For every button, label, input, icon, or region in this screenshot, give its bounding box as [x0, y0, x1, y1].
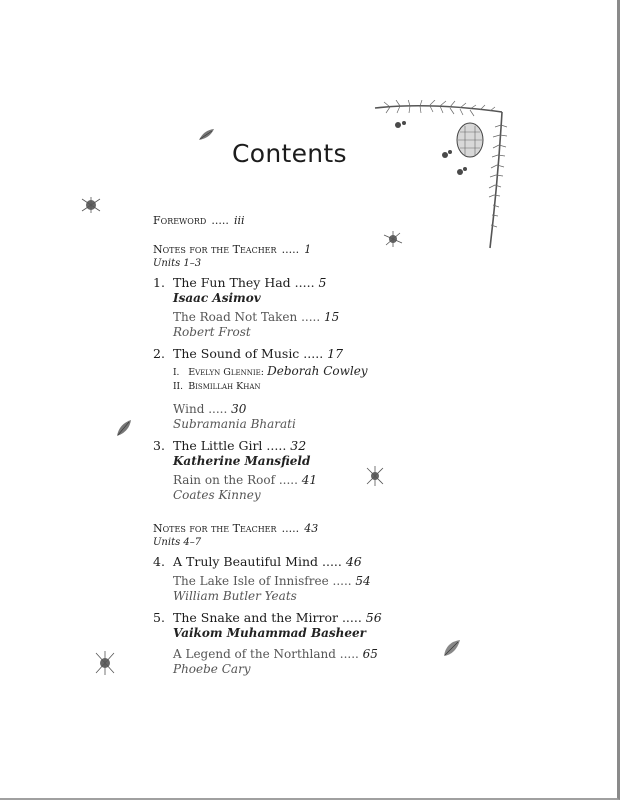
chapter-title: A Truly Beautiful Mind [173, 554, 319, 569]
page-number: 17 [327, 346, 344, 361]
page-number: 65 [362, 647, 378, 661]
page-number: 15 [323, 310, 340, 324]
page-number: 1 [304, 243, 312, 256]
page-number: 56 [365, 610, 382, 625]
dots: ..... [301, 310, 321, 324]
poem-title: The Road Not Taken [173, 310, 298, 324]
page-number: 5 [318, 275, 327, 290]
chapter-author: Isaac Asimov [173, 291, 261, 305]
dots: ..... [281, 243, 300, 256]
page-title: Contents [232, 139, 347, 168]
pine-branch-illustration [370, 100, 510, 250]
chapter-title: The Sound of Music [173, 346, 300, 361]
poem-title: Wind [173, 402, 205, 416]
toc-chapter-4[interactable] [153, 554, 362, 569]
page-number: 32 [290, 438, 307, 453]
page-number: 54 [355, 574, 371, 588]
toc-chapter-2[interactable] [153, 346, 343, 361]
dots: ..... [281, 522, 300, 535]
chapter-title: The Little Girl [173, 438, 263, 453]
dots: ..... [339, 647, 359, 661]
page-number: iii [233, 214, 245, 227]
chapter-number: 3. [153, 438, 165, 453]
chapter-number: 2. [153, 346, 165, 361]
toc-foreword[interactable] [153, 209, 245, 228]
dots: ..... [294, 275, 315, 290]
toc-subitem-1[interactable] [173, 364, 368, 378]
chapter-number: 5. [153, 610, 165, 625]
chapter-title: The Snake and the Mirror [173, 610, 338, 625]
page-number: 46 [345, 554, 362, 569]
leaf-decoration [115, 418, 133, 438]
leaf-decoration [94, 651, 116, 675]
leaf-decoration [365, 466, 385, 486]
toc-poem-1[interactable] [173, 310, 339, 339]
subitem-name: Evelyn Glennie: [188, 367, 264, 378]
dots: ..... [266, 438, 287, 453]
subitem-number: II. [173, 382, 183, 392]
toc-poem-5[interactable] [173, 647, 378, 676]
page-number: 43 [304, 522, 319, 535]
toc-subitem-2[interactable] [173, 381, 261, 392]
chapter-author: Vaikom Muhammad Basheer [173, 626, 366, 640]
units-label: Units 4–7 [153, 537, 202, 548]
chapter-number: 1. [153, 275, 165, 290]
toc-chapter-1[interactable] [153, 275, 326, 305]
units-label: Units 1–3 [153, 258, 202, 269]
dots: ..... [303, 346, 324, 361]
toc-poem-4[interactable] [173, 574, 371, 603]
notes-label: Notes for the Teacher [153, 522, 277, 535]
leaf-decoration [80, 196, 102, 214]
dots: ..... [208, 402, 228, 416]
page-number: 41 [301, 473, 318, 487]
dots: ..... [278, 473, 298, 487]
subitem-author: Deborah Cowley [267, 364, 368, 378]
dots: ..... [341, 610, 362, 625]
page-number: 30 [231, 402, 247, 416]
poem-author: William Butler Yeats [173, 589, 297, 603]
poem-title: A Legend of the Northland [173, 647, 336, 661]
poem-author: Coates Kinney [173, 488, 261, 502]
toc-poem-2[interactable] [173, 402, 296, 431]
chapter-title: The Fun They Had [173, 275, 291, 290]
toc-poem-3[interactable] [173, 473, 317, 502]
subitem-name: Bismillah Khan [188, 381, 261, 392]
dots: ..... [332, 574, 352, 588]
toc-chapter-5[interactable] [153, 610, 382, 640]
dots: ..... [322, 554, 342, 569]
poem-author: Subramania Bharati [173, 417, 296, 431]
toc-notes-teacher-1[interactable] [153, 238, 311, 269]
notes-label: Notes for the Teacher [153, 243, 277, 256]
poem-author: Phoebe Cary [173, 662, 251, 676]
poem-author: Robert Frost [173, 325, 251, 339]
toc-notes-teacher-2[interactable] [153, 517, 318, 548]
poem-title: The Lake Isle of Innisfree [173, 574, 329, 588]
foreword-label: Foreword [153, 214, 207, 227]
leaf-decoration [442, 638, 462, 658]
chapter-author: Katherine Mansfield [173, 454, 311, 468]
leaf-decoration [198, 128, 216, 142]
chapter-number: 4. [153, 554, 165, 569]
subitem-number: I. [173, 368, 180, 378]
dots: ..... [211, 214, 229, 227]
poem-title: Rain on the Roof [173, 473, 276, 487]
leaf-decoration [383, 231, 403, 247]
toc-chapter-3[interactable] [153, 438, 310, 468]
